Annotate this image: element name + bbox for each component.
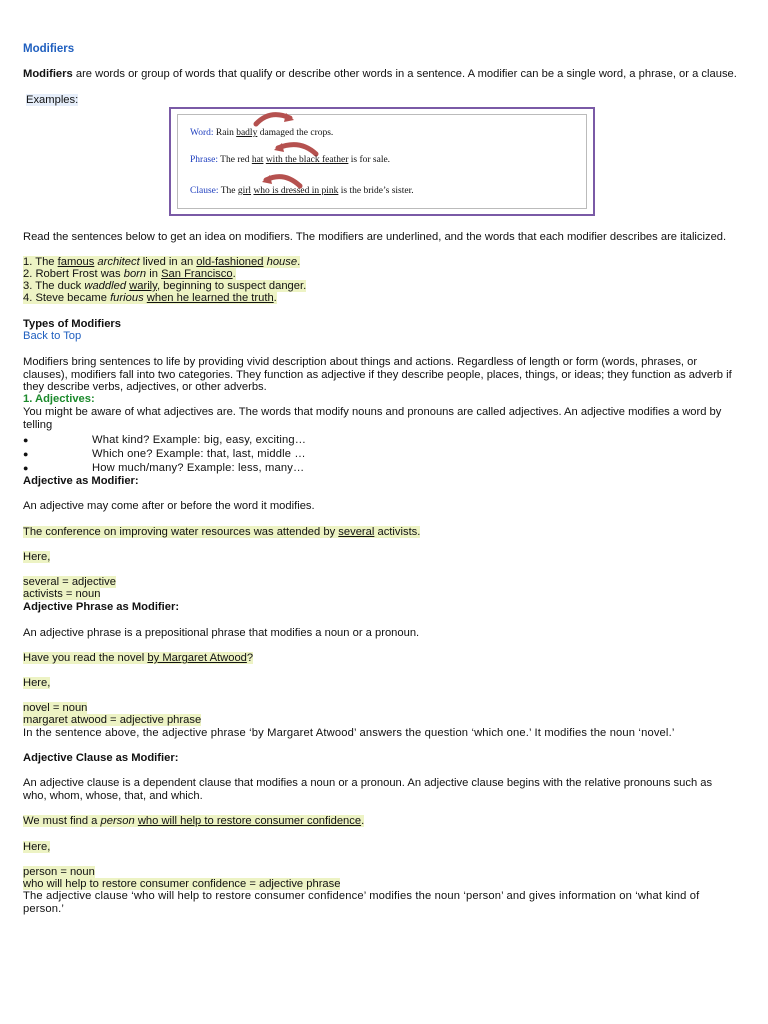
- sentence-text: lived in an: [139, 256, 197, 268]
- gloss-text: who will help to restore consumer confidence = adjective phrase: [23, 878, 341, 890]
- adj-phrase-heading: [23, 601, 738, 614]
- examples-label: Examples:: [26, 94, 79, 106]
- gloss-text: activists = noun: [23, 588, 101, 600]
- adj-phrase-paragraph: An adjective phrase is a prepositional phrase that modifies a noun or a pronoun.: [23, 627, 420, 639]
- example-text: ?: [246, 652, 254, 664]
- example-text: Have you read the novel: [23, 652, 148, 664]
- examples-figure: [169, 107, 595, 216]
- bullet-icon: ●: [23, 463, 29, 473]
- gloss-text: margaret atwood = adjective phrase: [23, 714, 202, 726]
- adj-modifier-heading: [23, 475, 738, 488]
- example-phrase-text: The red: [217, 155, 252, 165]
- here-text: Here,: [23, 677, 51, 689]
- adj-clause-paragraph: An adjective clause is a dependent clause that modifies a noun or a pronoun. An adjective clause begins with the relative pronouns such as who, whom, whose, that, and which.: [23, 777, 713, 802]
- example-text: We must find a: [23, 815, 101, 827]
- example-word-text: Rain: [213, 128, 237, 138]
- sentence-modified-word: furious: [110, 292, 144, 304]
- example-clause: [190, 186, 414, 197]
- sentence-modified-word: born: [123, 268, 147, 280]
- here-text: Here,: [23, 841, 51, 853]
- adj-modifier-heading-text: Adjective as Modifier:: [23, 475, 139, 487]
- list-item-text: How much/many? Example: less, many…: [92, 462, 305, 474]
- sentence-text: in: [146, 268, 162, 280]
- example-clause-label: Clause:: [190, 186, 219, 196]
- example-clause-text: is the bride’s sister.: [338, 186, 414, 196]
- bullet-icon: ●: [23, 449, 29, 459]
- here-line: [23, 551, 738, 564]
- gloss-line: [23, 702, 738, 715]
- adj-phrase-heading-text: Adjective Phrase as Modifier:: [23, 601, 180, 613]
- adjectives-heading: 1. Adjectives:: [23, 393, 95, 405]
- example-word: [190, 128, 333, 139]
- example-modifier: who will help to restore consumer confidence: [137, 815, 362, 827]
- list-item-text: Which one? Example: that, last, middle …: [92, 448, 306, 460]
- example-phrase-label: Phrase:: [190, 155, 218, 165]
- intro-bold: Modifiers: [23, 68, 73, 80]
- sentence-text: .: [297, 256, 301, 268]
- sentence-3: [23, 280, 738, 293]
- sentence-text: 2. Robert Frost was: [23, 268, 124, 280]
- types-heading-text: Types of Modifiers: [23, 318, 122, 330]
- sentence-modified-word: waddled: [84, 280, 127, 292]
- sentence-4: [23, 292, 738, 305]
- sentence-modified-word: house: [266, 256, 298, 268]
- example-phrase-noun: hat: [251, 155, 264, 165]
- adj-phrase-explanation: In the sentence above, the adjective phrase ‘by Margaret Atwood’ answers the question ‘which one.’ It modifies the noun ‘novel.’: [23, 727, 675, 739]
- gloss-line: [23, 866, 738, 879]
- intro-paragraph: [23, 68, 738, 81]
- examples-figure-inner: [177, 114, 587, 209]
- gloss-line: [23, 878, 738, 891]
- sentence-modifier: San Francisco: [161, 268, 233, 280]
- gloss-text: several = adjective: [23, 576, 116, 588]
- sentence-text: 1. The: [23, 256, 58, 268]
- example-word-modifier: badly: [236, 128, 258, 138]
- read-paragraph: Read the sentences below to get an idea on modifiers. The modifiers are underlined, and the words that each modifier describes are italicized.: [23, 231, 727, 243]
- adj-clause-explanation: The adjective clause ‘who will help to restore consumer confidence’ modifies the noun ‘person’ and gives information on ‘what kind of person.’: [23, 890, 700, 915]
- example-phrase-text: is for sale.: [348, 155, 391, 165]
- sentence-text: 3. The duck: [23, 280, 85, 292]
- example-phrase-modifier: with the black feather: [265, 155, 349, 165]
- intro-text: are words or group of words that qualify or describe other words in a sentence. A modifier can be a single word, a phrase, or a clause.: [72, 68, 737, 80]
- bullet-icon: ●: [23, 435, 29, 445]
- sentence-1: [23, 256, 738, 269]
- here-text: Here,: [23, 551, 51, 563]
- here-line: [23, 677, 738, 690]
- sentence-modifier: when he learned the truth: [146, 292, 274, 304]
- example-phrase: [190, 155, 390, 166]
- adj-clause-heading: [23, 752, 738, 765]
- types-paragraph: Modifiers bring sentences to life by providing vivid description about things and actions. Regardless of length or form (words, phrases, or clauses), modifiers fall into two categories. They function as adjective if they describe people, places, things, or ideas; they function as adverb if they describe verbs, adjectives, or other adverbs.: [23, 356, 732, 393]
- gloss-text: person = noun: [23, 866, 95, 878]
- example-modified-word: person: [100, 815, 135, 827]
- gloss-line: [23, 576, 738, 589]
- gloss-line: [23, 714, 738, 727]
- adj-clause-heading-text: Adjective Clause as Modifier:: [23, 752, 179, 764]
- sentence-modifier: old-fashioned: [196, 256, 264, 268]
- example-word-text: damaged the crops.: [257, 128, 334, 138]
- sentence-text: 4. Steve became: [23, 292, 111, 304]
- sentence-text: , beginning to suspect danger.: [156, 280, 307, 292]
- example-text: .: [361, 815, 365, 827]
- example-clause-modifier: who is dressed in pink: [253, 186, 339, 196]
- adj-phrase-example: [23, 652, 738, 665]
- sentence-2: [23, 268, 738, 281]
- example-text: activists.: [374, 526, 421, 538]
- example-text: The conference on improving water resources was attended by: [23, 526, 339, 538]
- curved-arrow-icon: [252, 109, 296, 127]
- gloss-text: novel = noun: [23, 702, 88, 714]
- example-word-label: Word:: [190, 128, 214, 138]
- list-item-text: What kind? Example: big, easy, exciting…: [92, 434, 307, 446]
- here-line: [23, 841, 738, 854]
- adj-modifier-paragraph: An adjective may come after or before the word it modifies.: [23, 500, 315, 512]
- back-to-top-link[interactable]: Back to Top: [23, 330, 82, 342]
- adjectives-paragraph: You might be aware of what adjectives are. The words that modify nouns and pronouns are called adjectives. An adjective modifies a word by telling: [23, 406, 722, 431]
- page-title: Modifiers: [23, 43, 75, 55]
- sentence-text: .: [273, 292, 277, 304]
- sentence-modifier: warily: [129, 280, 157, 292]
- example-modifier: by Margaret Atwood: [147, 652, 247, 664]
- examples-label-line: [26, 94, 738, 107]
- gloss-line: [23, 588, 738, 601]
- adj-modifier-example: [23, 526, 738, 539]
- sentence-modifier: famous: [57, 256, 95, 268]
- example-modifier: several: [338, 526, 375, 538]
- sentence-modified-word: architect: [97, 256, 140, 268]
- example-clause-noun: girl: [237, 186, 252, 196]
- adj-clause-example: [23, 815, 738, 828]
- example-clause-text: The: [218, 186, 238, 196]
- sentence-text: .: [232, 268, 236, 280]
- types-heading: [23, 318, 738, 331]
